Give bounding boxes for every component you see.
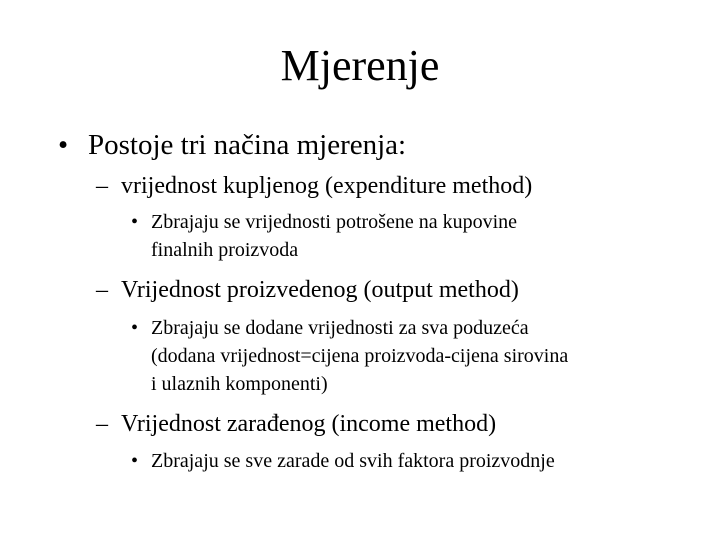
method-1-label: vrijednost kupljenog (expenditure method) <box>121 173 533 199</box>
method-2-marker: – <box>96 277 108 303</box>
method-2-detail-line-2: (dodana vrijednost=cijena proizvoda-cijena sirovina <box>151 345 569 367</box>
method-2-detail-line-1: Zbrajaju se dodane vrijednosti za sva poduzeća <box>151 317 529 339</box>
method-2-detail-line-3: i ulaznih komponenti) <box>151 373 328 395</box>
method-1-detail-marker: • <box>131 211 139 233</box>
method-1-detail-line-1: Zbrajaju se vrijednosti potrošene na kupovine <box>151 211 518 233</box>
method-1-marker: – <box>96 173 108 199</box>
method-2-detail-marker: • <box>131 317 139 339</box>
main-bullet-text: Postoje tri načina mjerenja: <box>88 129 407 161</box>
slide-title: Mjerenje <box>280 41 440 90</box>
method-3-marker: – <box>96 411 108 437</box>
method-3-label: Vrijednost zarađenog (income method) <box>121 411 497 437</box>
method-2-label: Vrijednost proizvedenog (output method) <box>121 277 519 303</box>
method-3-detail-line-1: Zbrajaju se sve zarade od svih faktora proizvodnje <box>151 450 555 472</box>
method-3-detail-marker: • <box>131 450 139 472</box>
method-1-detail-line-2: finalnih proizvoda <box>151 239 299 261</box>
bullet-marker: • <box>58 129 69 161</box>
main-bullet <box>58 128 68 162</box>
